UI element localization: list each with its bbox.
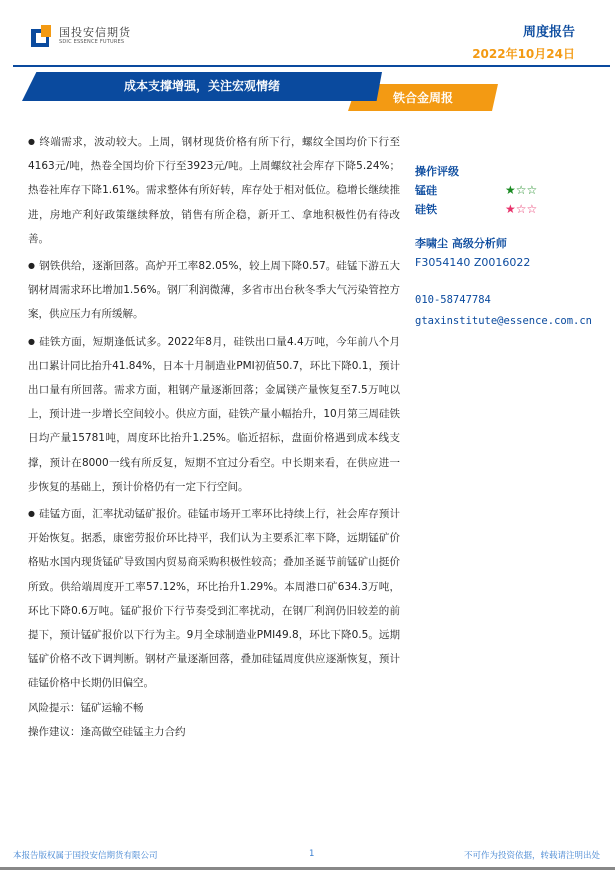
company-name-en: SDIC ESSENCE FUTURES — [59, 39, 125, 45]
star-rating-icon: ★☆☆ — [505, 202, 538, 216]
contact-phone: 010-58747784 — [415, 294, 491, 306]
report-date: 2022年10月24日 — [472, 47, 575, 61]
report-category-tag: 铁合金周报 — [392, 91, 453, 105]
page-number: 1 — [309, 849, 315, 859]
report-meta — [472, 24, 575, 63]
paragraph-demand: ● 终端需求，波动较大。上周，钢材现货价格有所下行，螺纹全国均价下行至4163元/吨，热卷全国均价下行至3923元/吨。上周螺纹社会库存下降5.24%；热卷社库存下降1.61%。需求整体有所好转，库存处于相对低位。稳增长继续推进，房地产利好政策继续释放，销售有所企稳，新开工、拿地积极性仍有待改善。 — [28, 136, 400, 245]
rating-row-silicomanganese: 锰硅 ★☆☆ — [415, 181, 610, 200]
bullet-icon: ● — [28, 336, 36, 346]
contact-email[interactable]: gtaxinstitute@essence.com.cn — [415, 315, 593, 327]
report-type: 周度报告 — [522, 25, 575, 40]
company-name-cn: 国投安信期货 — [59, 26, 131, 39]
logo-mark-icon — [31, 25, 53, 47]
bullet-icon: ● — [28, 509, 36, 519]
report-body — [28, 130, 400, 744]
report-title: 成本支撑增强，关注宏观情绪 — [123, 79, 280, 93]
bullet-icon: ● — [28, 137, 36, 146]
risk-warning: 风险提示：锰矿运输不畅 — [28, 701, 144, 714]
sidebar — [415, 162, 610, 332]
paragraph-silicomanganese: ● 硅锰方面，汇率扰动锰矿报价。硅锰市场开工率环比持续上行，社会库存预计开始恢复。据悉，康密劳报价环比持平，我们认为主要系汇率下降，远期锰矿价格贴水国内现货锰矿导致国内贸易商采购积极性较高；叠加圣诞节前锰矿山挺价所致。供给端周度开工率57.12%，环比抬升1.29%。本周港口矿634.3万吨，环比下降0.6万吨。锰矿报价下行节奏受到汇率扰动，在钢厂利润仍旧较差的前提下，预计锰矿报价以下行为主。9月全球制造业PMI49.8，环比下降0.5。远期锰矿价格不改下调判断。钢材产量逐渐回落，叠加硅锰周度供应逐渐恢复，预计硅锰价格中长期仍旧偏空。 — [28, 508, 401, 690]
paragraph-steel-supply: ● 钢铁供给，逐渐回落。高炉开工率82.05%，较上周下降0.57。硅锰下游五大钢材周需求环比增加1.56%。钢厂利润微薄，多省市出台秋冬季大气污染管控方案，供应压力有所缓解。 — [28, 260, 400, 321]
bullet-icon: ● — [28, 261, 36, 271]
header-divider — [13, 65, 610, 67]
company-logo — [31, 25, 131, 47]
paragraph-ferrosilicon: ● 硅铁方面，短期逢低试多。2022年8月，硅铁出口量4.4万吨，今年前八个月出口累计同比抬升41.84%，日本十月制造业PMI初值50.7，环比下降0.1，预计出口量有所回落。需求方面，粗钢产量逐渐回落；金属镁产量恢复至7.5万吨以上，预计进一步增长空间较小。供应方面，硅铁产量小幅抬升，10月第三周硅铁日均产量15781吨，周度环比抬升1.25%。临近招标，盘面价格遇到成本线支撑，预计在8000一线有所反复，短期不宜过分看空。中长期来看，在供应进一步恢复的基础上，预计价格仍有一定下行空间。 — [28, 335, 400, 493]
star-rating-icon: ★☆☆ — [505, 183, 538, 197]
rating-title: 操作评级 — [415, 165, 459, 178]
analyst-license-ids: F3054140 Z0016022 — [415, 256, 531, 269]
page-footer — [0, 847, 615, 863]
analyst-name: 李啸尘 高级分析师 — [415, 237, 507, 250]
footer-disclaimer: 不可作为投资依据，转载请注明出处 — [463, 851, 600, 861]
trading-advice: 操作建议：逢高做空硅锰主力合约 — [28, 725, 186, 738]
rating-row-ferrosilicon: 硅铁 ★☆☆ — [415, 200, 610, 219]
footer-copyright: 本报告版权属于国投安信期货有限公司 — [13, 851, 158, 861]
